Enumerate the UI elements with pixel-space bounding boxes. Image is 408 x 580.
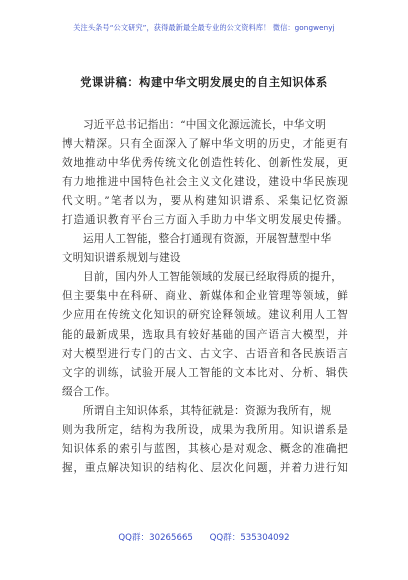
body-line: 打造通识教育平台三方面入手助力中华文明发展史传播。 — [62, 214, 348, 227]
body-line: 握，重点解决知识的结构化、层次化问题，并着力进行知 — [62, 461, 348, 474]
document-title: 党课讲稿：构建中华文明发展史的自主知识体系 — [80, 76, 328, 89]
qq-group-2: QQ群：535304092 — [209, 533, 290, 543]
body-line: 有力地推进中国特色社会主义文化建设，建设中华民族现 — [62, 176, 348, 189]
qq-group-1: QQ群：30265665 — [118, 533, 193, 543]
body-line: 文明知识谱系规划与建设 — [62, 252, 181, 265]
body-line: 但主要集中在科研、商业、新媒体和企业管理等领域，鲜 — [62, 290, 348, 303]
body-line: 博大精深。只有全面深入了解中华文明的历史，才能更有 — [62, 138, 348, 151]
body-line: 少应用在传统文化知识的研究诠释领域。建议利用人工智 — [62, 309, 348, 322]
body-line: 目前，国内外人工智能领域的发展已经取得质的提升， — [83, 271, 343, 284]
document-body — [62, 116, 348, 478]
body-line: 缀合工作。 — [62, 385, 116, 398]
body-line: 则为我所定，结构为我所设，成果为我所用。知识谱系是 — [62, 423, 348, 436]
body-line: 效地推动中华优秀传统文化创造性转化、创新性发展，更 — [62, 157, 348, 170]
footer-contacts — [0, 531, 408, 543]
body-line: 对大模型进行专门的古文、古文字、古语音和各民族语言 — [62, 347, 348, 360]
body-line: 代文明。”笔者以为，要从构建知识谱系、采集记忆资源 — [62, 195, 348, 208]
body-line: 所谓自主知识体系，其特征就是：资源为我所有，规 — [83, 404, 332, 417]
body-line: 能的最新成果，选取具有较好基础的国产语言大模型，并 — [62, 328, 348, 341]
body-line: 习近平总书记指出：“中国文化源远流长，中华文明 — [83, 119, 327, 131]
body-line: 运用人工智能，整合打通现有资源，开展智慧型中华 — [83, 233, 332, 246]
body-line: 文字的训练，试验开展人工智能的文本比对、分析、辑佚 — [62, 366, 348, 379]
header-promo-note: 关注头条号“公文研究”，获得最新最全最专业的公文资料库！ 微信：gongwenyj — [73, 23, 335, 32]
body-line: 知识体系的索引与蓝图，其核心是对观念、概念的准确把 — [62, 442, 348, 455]
